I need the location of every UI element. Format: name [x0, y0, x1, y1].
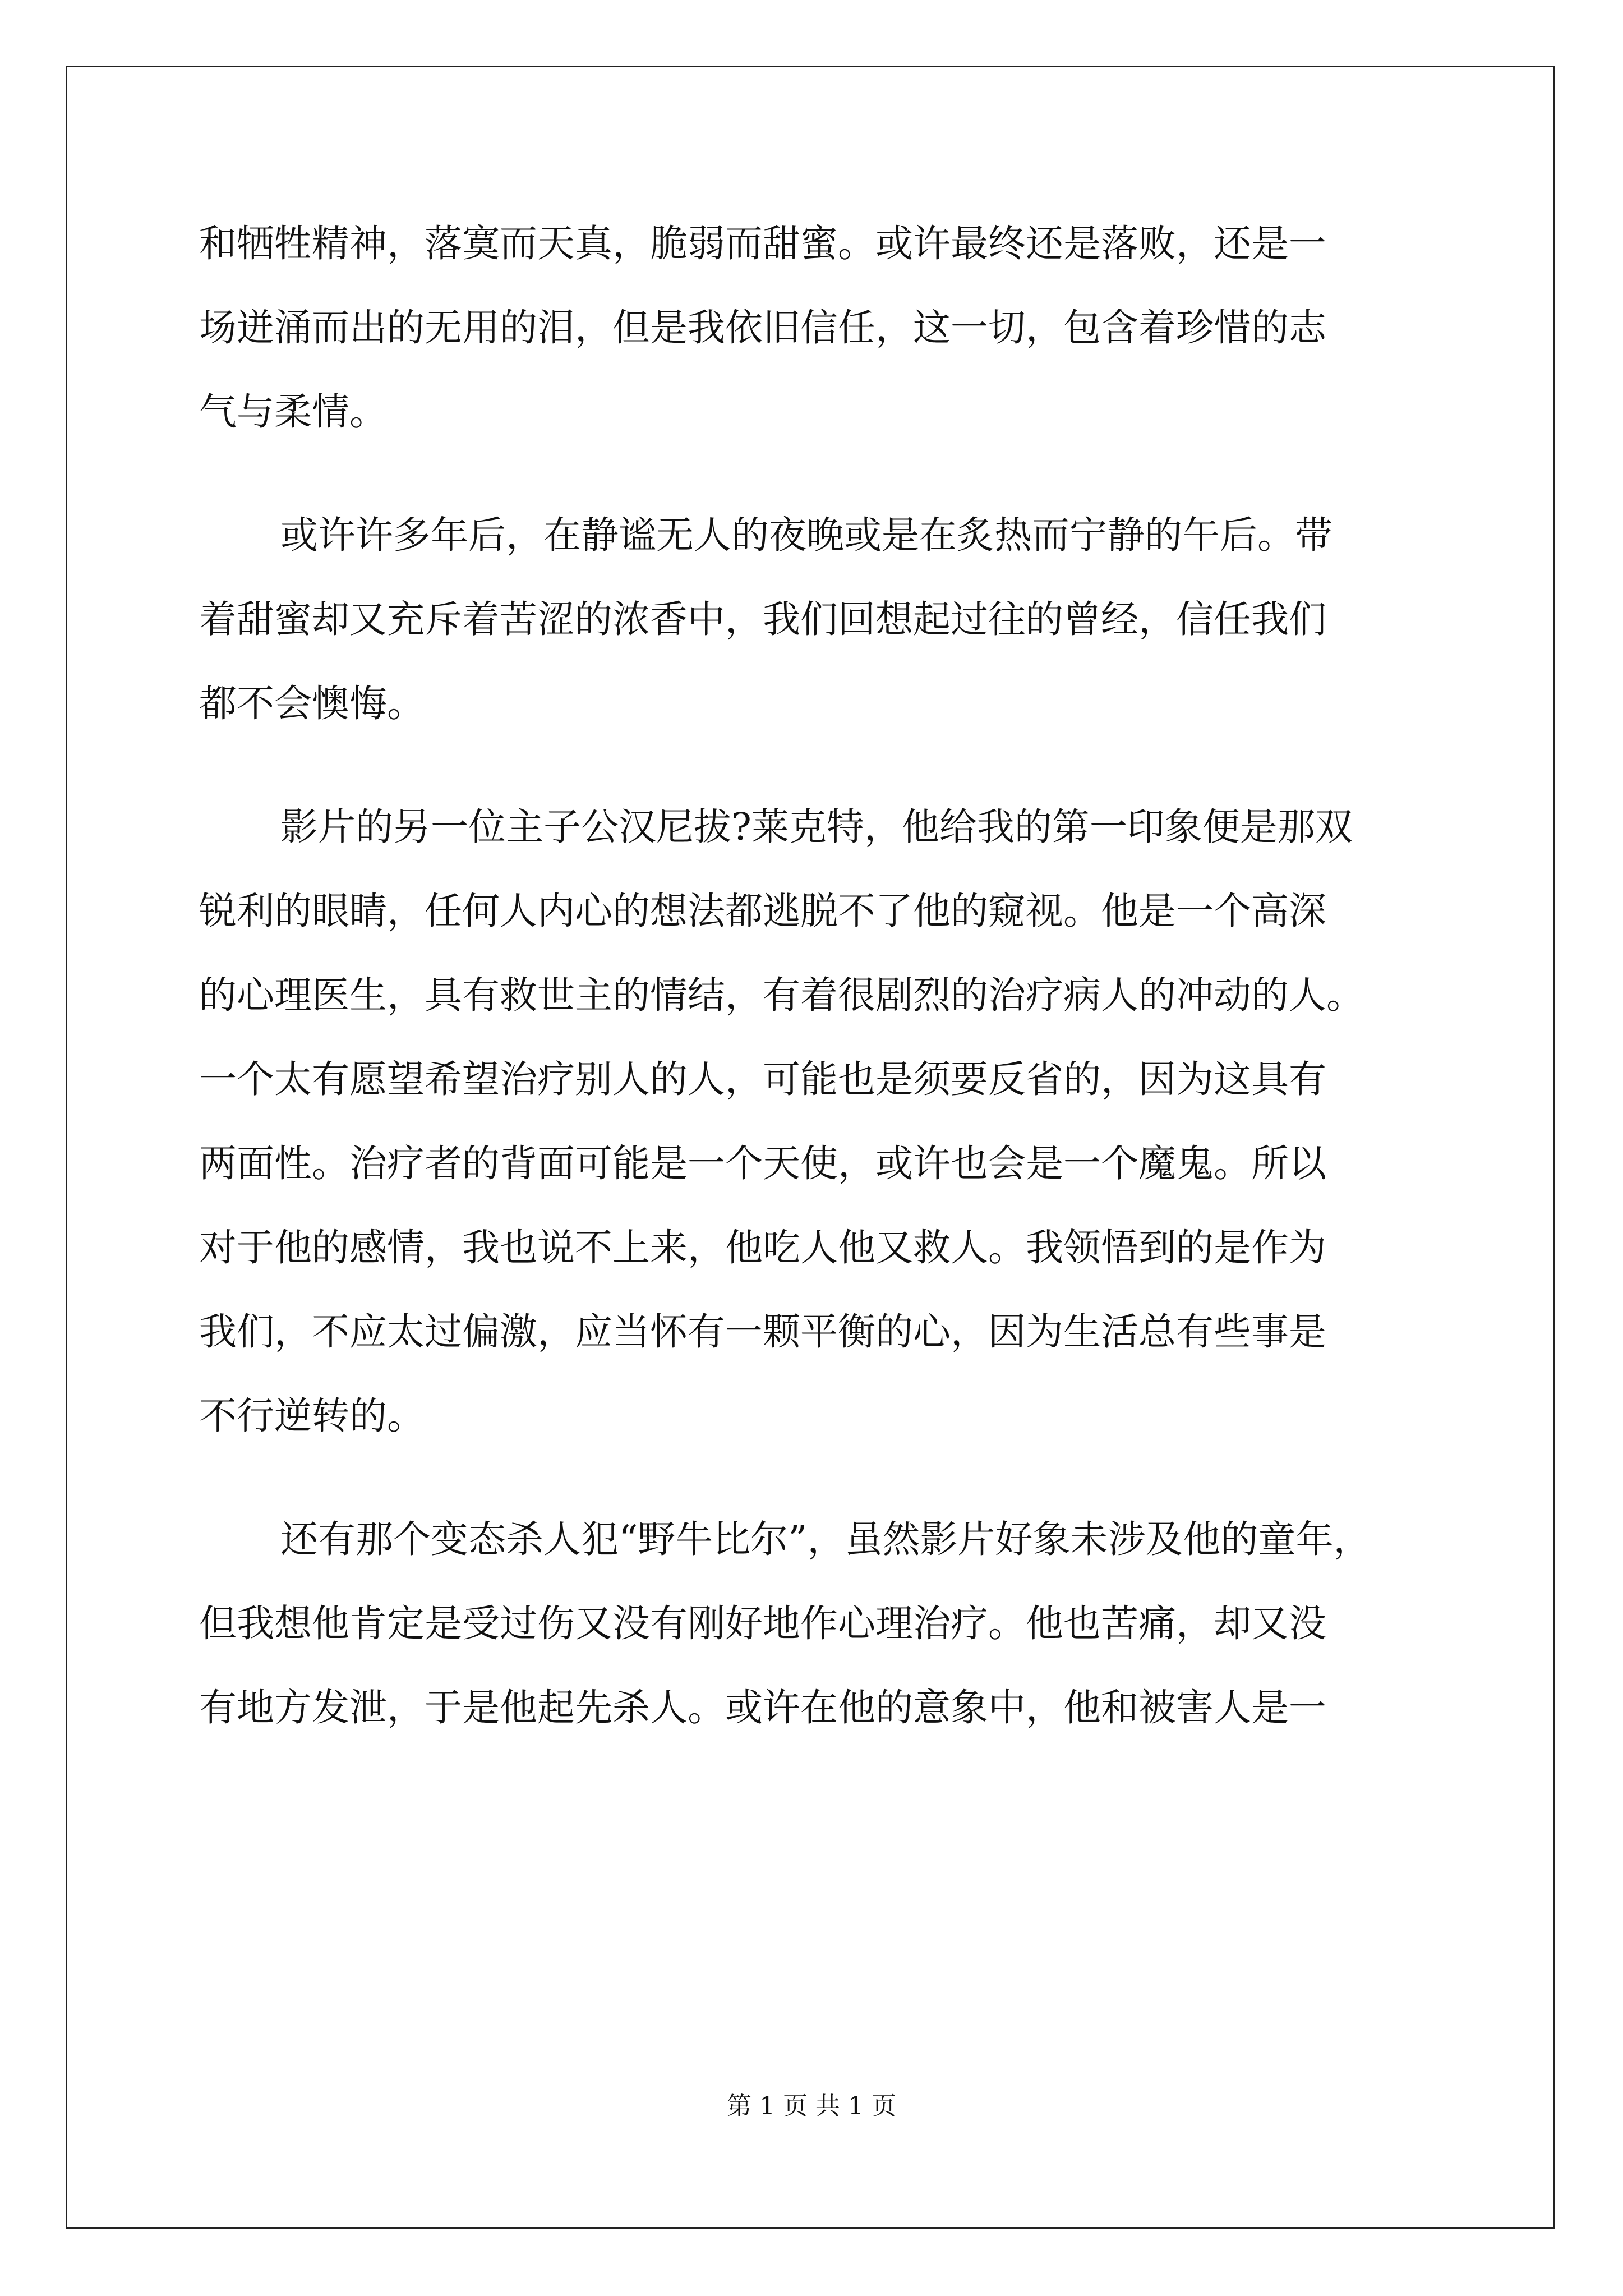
text-line: 气与柔情。: [199, 390, 387, 434]
text-line: 两面性。治疗者的背面可能是一个天使，或许也会是一个魔鬼。所以: [199, 1142, 1326, 1185]
text-line: 但我想他肯定是受过伤又没有刚好地作心理治疗。他也苦痛，却又没: [199, 1602, 1326, 1645]
text-line: 对于他的感情，我也说不上来，他吃人他又救人。我领悟到的是作为: [199, 1226, 1326, 1269]
paragraph-start-line: 还有那个变态杀人犯“野牛比尔”，虽然影片好象未涉及他的童年，: [280, 1517, 1371, 1561]
paragraph-start-line: 或许许多年后，在静谧无人的夜晚或是在炙热而宁静的午后。带: [280, 513, 1332, 557]
text-line: 都不会懊悔。: [199, 682, 425, 725]
text-line: 我们，不应太过偏激，应当怀有一颗平衡的心，因为生活总有些事是: [199, 1310, 1326, 1354]
paragraph-start-line: 影片的另一位主子公汉尼拔?莱克特，他给我的第一印象便是那双: [280, 805, 1353, 849]
text-line: 有地方发泄，于是他起先杀人。或许在他的意象中，他和被害人是一: [199, 1686, 1326, 1729]
page-footer: 第 1 页 共 1 页: [727, 2092, 896, 2120]
text-line: 一个太有愿望希望治疗别人的人，可能也是须要反省的，因为这具有: [199, 1057, 1326, 1101]
text-line: 着甜蜜却又充斥着苦涩的浓香中，我们回想起过往的曾经，信任我们: [199, 597, 1326, 641]
text-line: 的心理医生，具有救世主的情结，有着很剧烈的治疗病人的冲动的人。: [199, 973, 1364, 1017]
text-line: 和牺牲精神，落寞而天真，脆弱而甜蜜。或许最终还是落败，还是一: [199, 222, 1326, 265]
text-line: 场迸涌而出的无用的泪，但是我依旧信任，这一切，包含着珍惜的志: [199, 306, 1326, 349]
text-line: 锐利的眼睛，任何人内心的想法都逃脱不了他的窥视。他是一个高深: [199, 889, 1326, 933]
text-line: 不行逆转的。: [199, 1394, 425, 1438]
